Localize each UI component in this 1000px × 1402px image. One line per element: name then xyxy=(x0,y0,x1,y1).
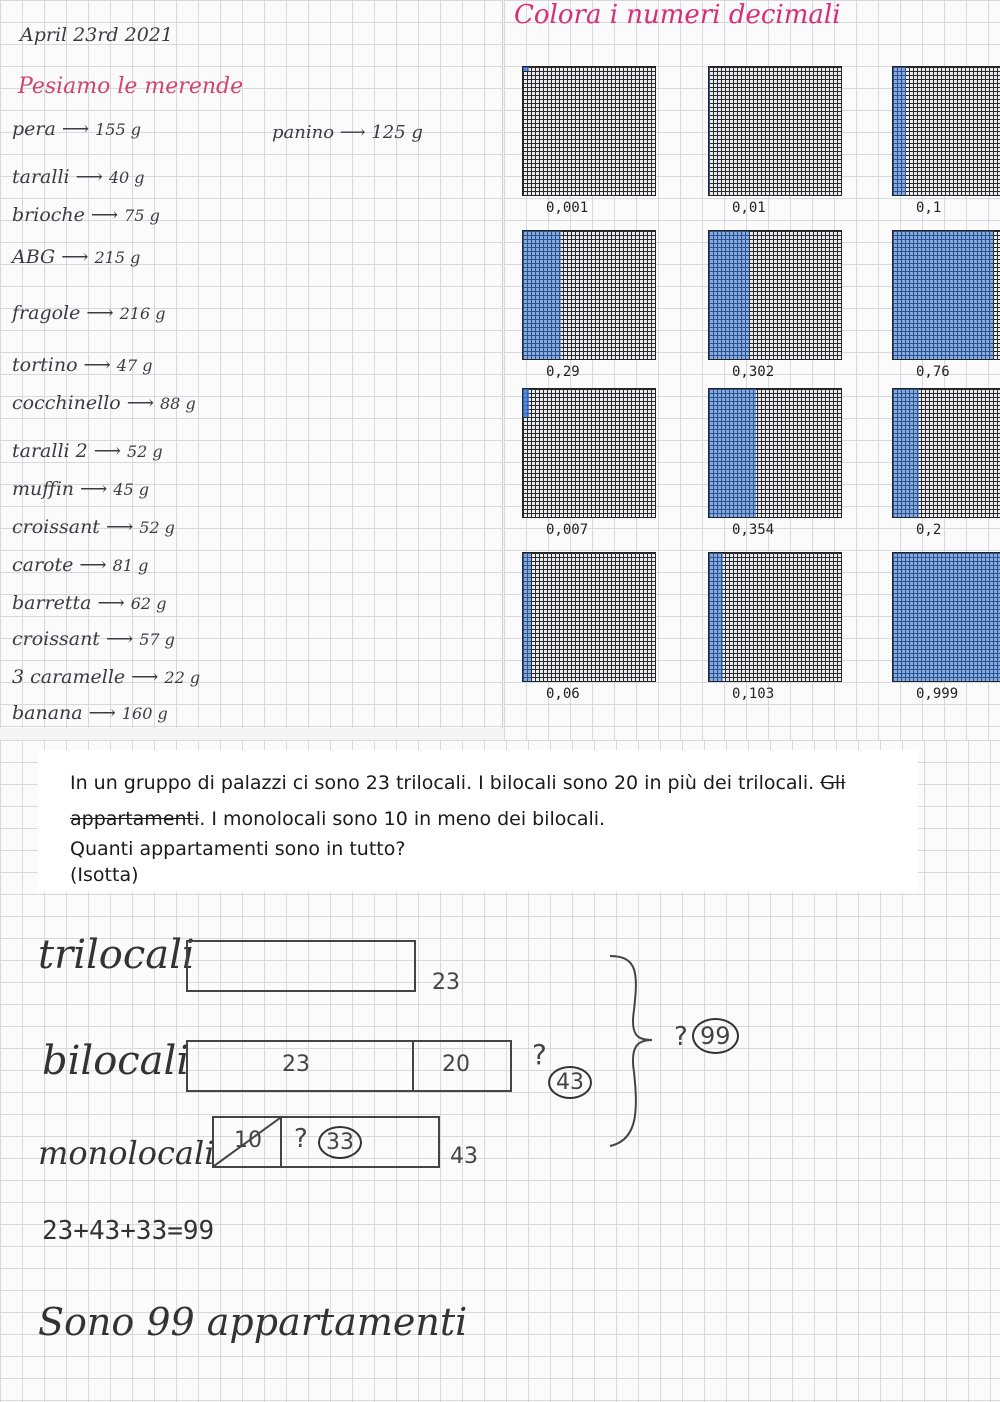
monolocali-label: monolocali xyxy=(38,1134,215,1172)
monolocali-total: 43 xyxy=(450,1144,478,1169)
problem-question: Quanti appartamenti sono in tutto? xyxy=(70,838,406,860)
problem-line-2: appartamenti. I monolocali sono 10 in meno dei bilocali. xyxy=(70,808,606,830)
bilocali-segment-20: 20 xyxy=(442,1052,470,1077)
snack-entry xyxy=(12,592,166,614)
snack-entry xyxy=(12,246,140,268)
arrow-icon: ⟶ xyxy=(61,246,89,268)
problem-text xyxy=(38,750,918,892)
bilocali-label: bilocali xyxy=(42,1038,190,1084)
thousandths-grid xyxy=(522,230,656,360)
thousandths-grid xyxy=(892,388,1000,518)
arrow-icon: ⟶ xyxy=(88,702,116,724)
colored-fill xyxy=(893,553,1000,681)
snack-entry xyxy=(12,478,149,500)
arrow-icon: ⟶ xyxy=(80,478,108,500)
decimal-square xyxy=(892,230,1000,380)
decimal-label: 0,76 xyxy=(916,364,950,380)
snack-name: taralli xyxy=(12,166,70,188)
snack-name: croissant xyxy=(12,516,100,538)
word-problem-page xyxy=(0,740,1000,1402)
snack-weight: 45 g xyxy=(113,480,149,499)
snack-entry xyxy=(12,354,152,376)
snack-entry xyxy=(12,302,166,324)
decimal-label: 0,007 xyxy=(546,522,589,538)
bar-divider xyxy=(412,1042,414,1090)
thousandths-grid xyxy=(708,230,842,360)
bilocali-result: 43 xyxy=(548,1066,592,1099)
bilocali-segment-23: 23 xyxy=(282,1052,310,1077)
arrow-icon: ⟶ xyxy=(126,392,154,414)
arrow-icon: ⟶ xyxy=(131,666,159,688)
colored-fill xyxy=(523,389,529,417)
snack-weight: 216 g xyxy=(119,304,166,323)
arrow-icon: ⟶ xyxy=(90,204,119,226)
decimal-label: 0,999 xyxy=(916,686,959,702)
snack-entry xyxy=(12,440,163,462)
colored-fill xyxy=(523,553,531,681)
arrow-icon: ⟶ xyxy=(105,628,134,650)
thousandths-grid xyxy=(708,66,842,196)
decimal-square xyxy=(522,388,656,538)
decimal-square xyxy=(522,230,656,380)
decimal-square xyxy=(708,230,842,380)
snack-name: muffin xyxy=(12,478,75,500)
thousandths-grid xyxy=(892,230,1000,360)
decimal-square xyxy=(708,388,842,538)
decimal-square xyxy=(708,66,842,216)
snack-name: carote xyxy=(12,554,74,576)
colored-fill xyxy=(893,67,906,195)
problem-author: (Isotta) xyxy=(70,864,139,886)
snack-name: barretta xyxy=(12,592,92,614)
snack-weight: 57 g xyxy=(139,630,175,649)
monolocali-question: ? xyxy=(294,1124,308,1154)
snack-weight: 125 g xyxy=(371,122,423,143)
snack-weight: 155 g xyxy=(95,120,141,139)
arrow-icon: ⟶ xyxy=(105,516,134,538)
decimal-coloring-page xyxy=(504,0,1000,740)
decimal-label: 0,01 xyxy=(732,200,766,216)
monolocali-segment-10: 10 xyxy=(234,1128,262,1153)
thousandths-grid xyxy=(522,388,656,518)
snack-name: 3 caramelle xyxy=(12,666,126,688)
snack-weight: 52 g xyxy=(126,442,163,461)
trilocali-bar xyxy=(186,940,416,992)
trilocali-label: trilocali xyxy=(38,932,195,978)
decimal-label: 0,354 xyxy=(732,522,775,538)
arrow-icon: ⟶ xyxy=(61,118,90,140)
decimal-label: 0,1 xyxy=(916,200,942,216)
thousandths-grid xyxy=(708,552,842,682)
date: April 23rd 2021 xyxy=(20,24,173,46)
arrow-icon: ⟶ xyxy=(339,122,366,143)
snack-entry xyxy=(12,118,141,140)
decimal-square xyxy=(892,66,1000,216)
colored-fill xyxy=(893,231,993,359)
colored-fill xyxy=(523,67,529,71)
equation: 23+43+33=99 xyxy=(42,1216,215,1246)
snack-name: fragole xyxy=(12,302,81,324)
snack-weights-page xyxy=(0,0,503,728)
panino-entry xyxy=(272,122,423,143)
bilocali-question: ? xyxy=(532,1038,547,1071)
left-page-title: Pesiamo le merende xyxy=(18,74,244,99)
right-page-title: Colora i numeri decimali xyxy=(514,0,841,30)
total-question: ? xyxy=(674,1022,688,1052)
snack-entry xyxy=(12,204,160,226)
problem-line-1: In un gruppo di palazzi ci sono 23 trilocali. I bilocali sono 20 in più dei trilocali. Gli xyxy=(70,772,846,794)
monolocali-result: 33 xyxy=(318,1126,362,1159)
struck-word: Gli xyxy=(820,772,846,794)
decimal-square xyxy=(522,66,656,216)
snack-weight: 81 g xyxy=(112,556,149,575)
snack-entry xyxy=(12,392,196,414)
snack-name: tortino xyxy=(12,354,78,376)
decimal-label: 0,06 xyxy=(546,686,580,702)
thousandths-grid xyxy=(522,552,656,682)
arrow-icon: ⟶ xyxy=(97,592,125,614)
final-answer: Sono 99 appartamenti xyxy=(38,1300,468,1344)
thousandths-grid xyxy=(892,66,1000,196)
struck-word: appartamenti xyxy=(70,808,200,830)
thousandths-grid xyxy=(522,66,656,196)
snack-name: brioche xyxy=(12,204,85,226)
snack-name: taralli 2 xyxy=(12,440,88,462)
thousandths-grid xyxy=(892,552,1000,682)
colored-fill xyxy=(709,231,749,359)
snack-weight: 160 g xyxy=(121,704,168,723)
snack-entry xyxy=(12,166,145,188)
brace-icon xyxy=(608,950,668,1150)
trilocali-value: 23 xyxy=(432,970,460,995)
decimal-label: 0,302 xyxy=(732,364,775,380)
colored-fill xyxy=(709,553,723,681)
arrow-icon: ⟶ xyxy=(83,354,111,376)
snack-weight: 62 g xyxy=(130,594,167,613)
arrow-icon: ⟶ xyxy=(75,166,103,188)
snack-name: pera xyxy=(12,118,56,140)
thousandths-grid xyxy=(708,388,842,518)
decimal-square xyxy=(708,552,842,702)
snack-entry xyxy=(12,702,168,724)
snack-name: croissant xyxy=(12,628,100,650)
snack-name: banana xyxy=(12,702,83,724)
snack-entry xyxy=(12,666,200,688)
snack-entry xyxy=(12,628,175,650)
decimal-label: 0,2 xyxy=(916,522,942,538)
snack-weight: 22 g xyxy=(164,668,201,687)
snack-weight: 47 g xyxy=(116,356,153,375)
colored-fill xyxy=(893,389,919,517)
decimal-square xyxy=(892,388,1000,538)
snack-name: ABG xyxy=(12,246,56,268)
total-result: 99 xyxy=(692,1018,739,1054)
snack-weight: 40 g xyxy=(108,168,145,187)
decimal-square xyxy=(522,552,656,702)
arrow-icon: ⟶ xyxy=(79,554,107,576)
snack-name: panino xyxy=(272,122,335,143)
decimal-label: 0,29 xyxy=(546,364,580,380)
snack-entry xyxy=(12,554,148,576)
snack-weight: 52 g xyxy=(139,518,175,537)
snack-weight: 215 g xyxy=(94,248,141,267)
snack-entry xyxy=(12,516,175,538)
snack-weight: 75 g xyxy=(124,206,160,225)
colored-fill xyxy=(523,231,561,359)
snack-name: cocchinello xyxy=(12,392,121,414)
decimal-square xyxy=(892,552,1000,702)
decimal-label: 0,001 xyxy=(546,200,589,216)
arrow-icon: ⟶ xyxy=(93,440,121,462)
colored-fill xyxy=(709,389,756,517)
colored-fill xyxy=(709,67,710,195)
snack-weight: 88 g xyxy=(160,394,196,413)
arrow-icon: ⟶ xyxy=(86,302,114,324)
decimal-label: 0,103 xyxy=(732,686,775,702)
